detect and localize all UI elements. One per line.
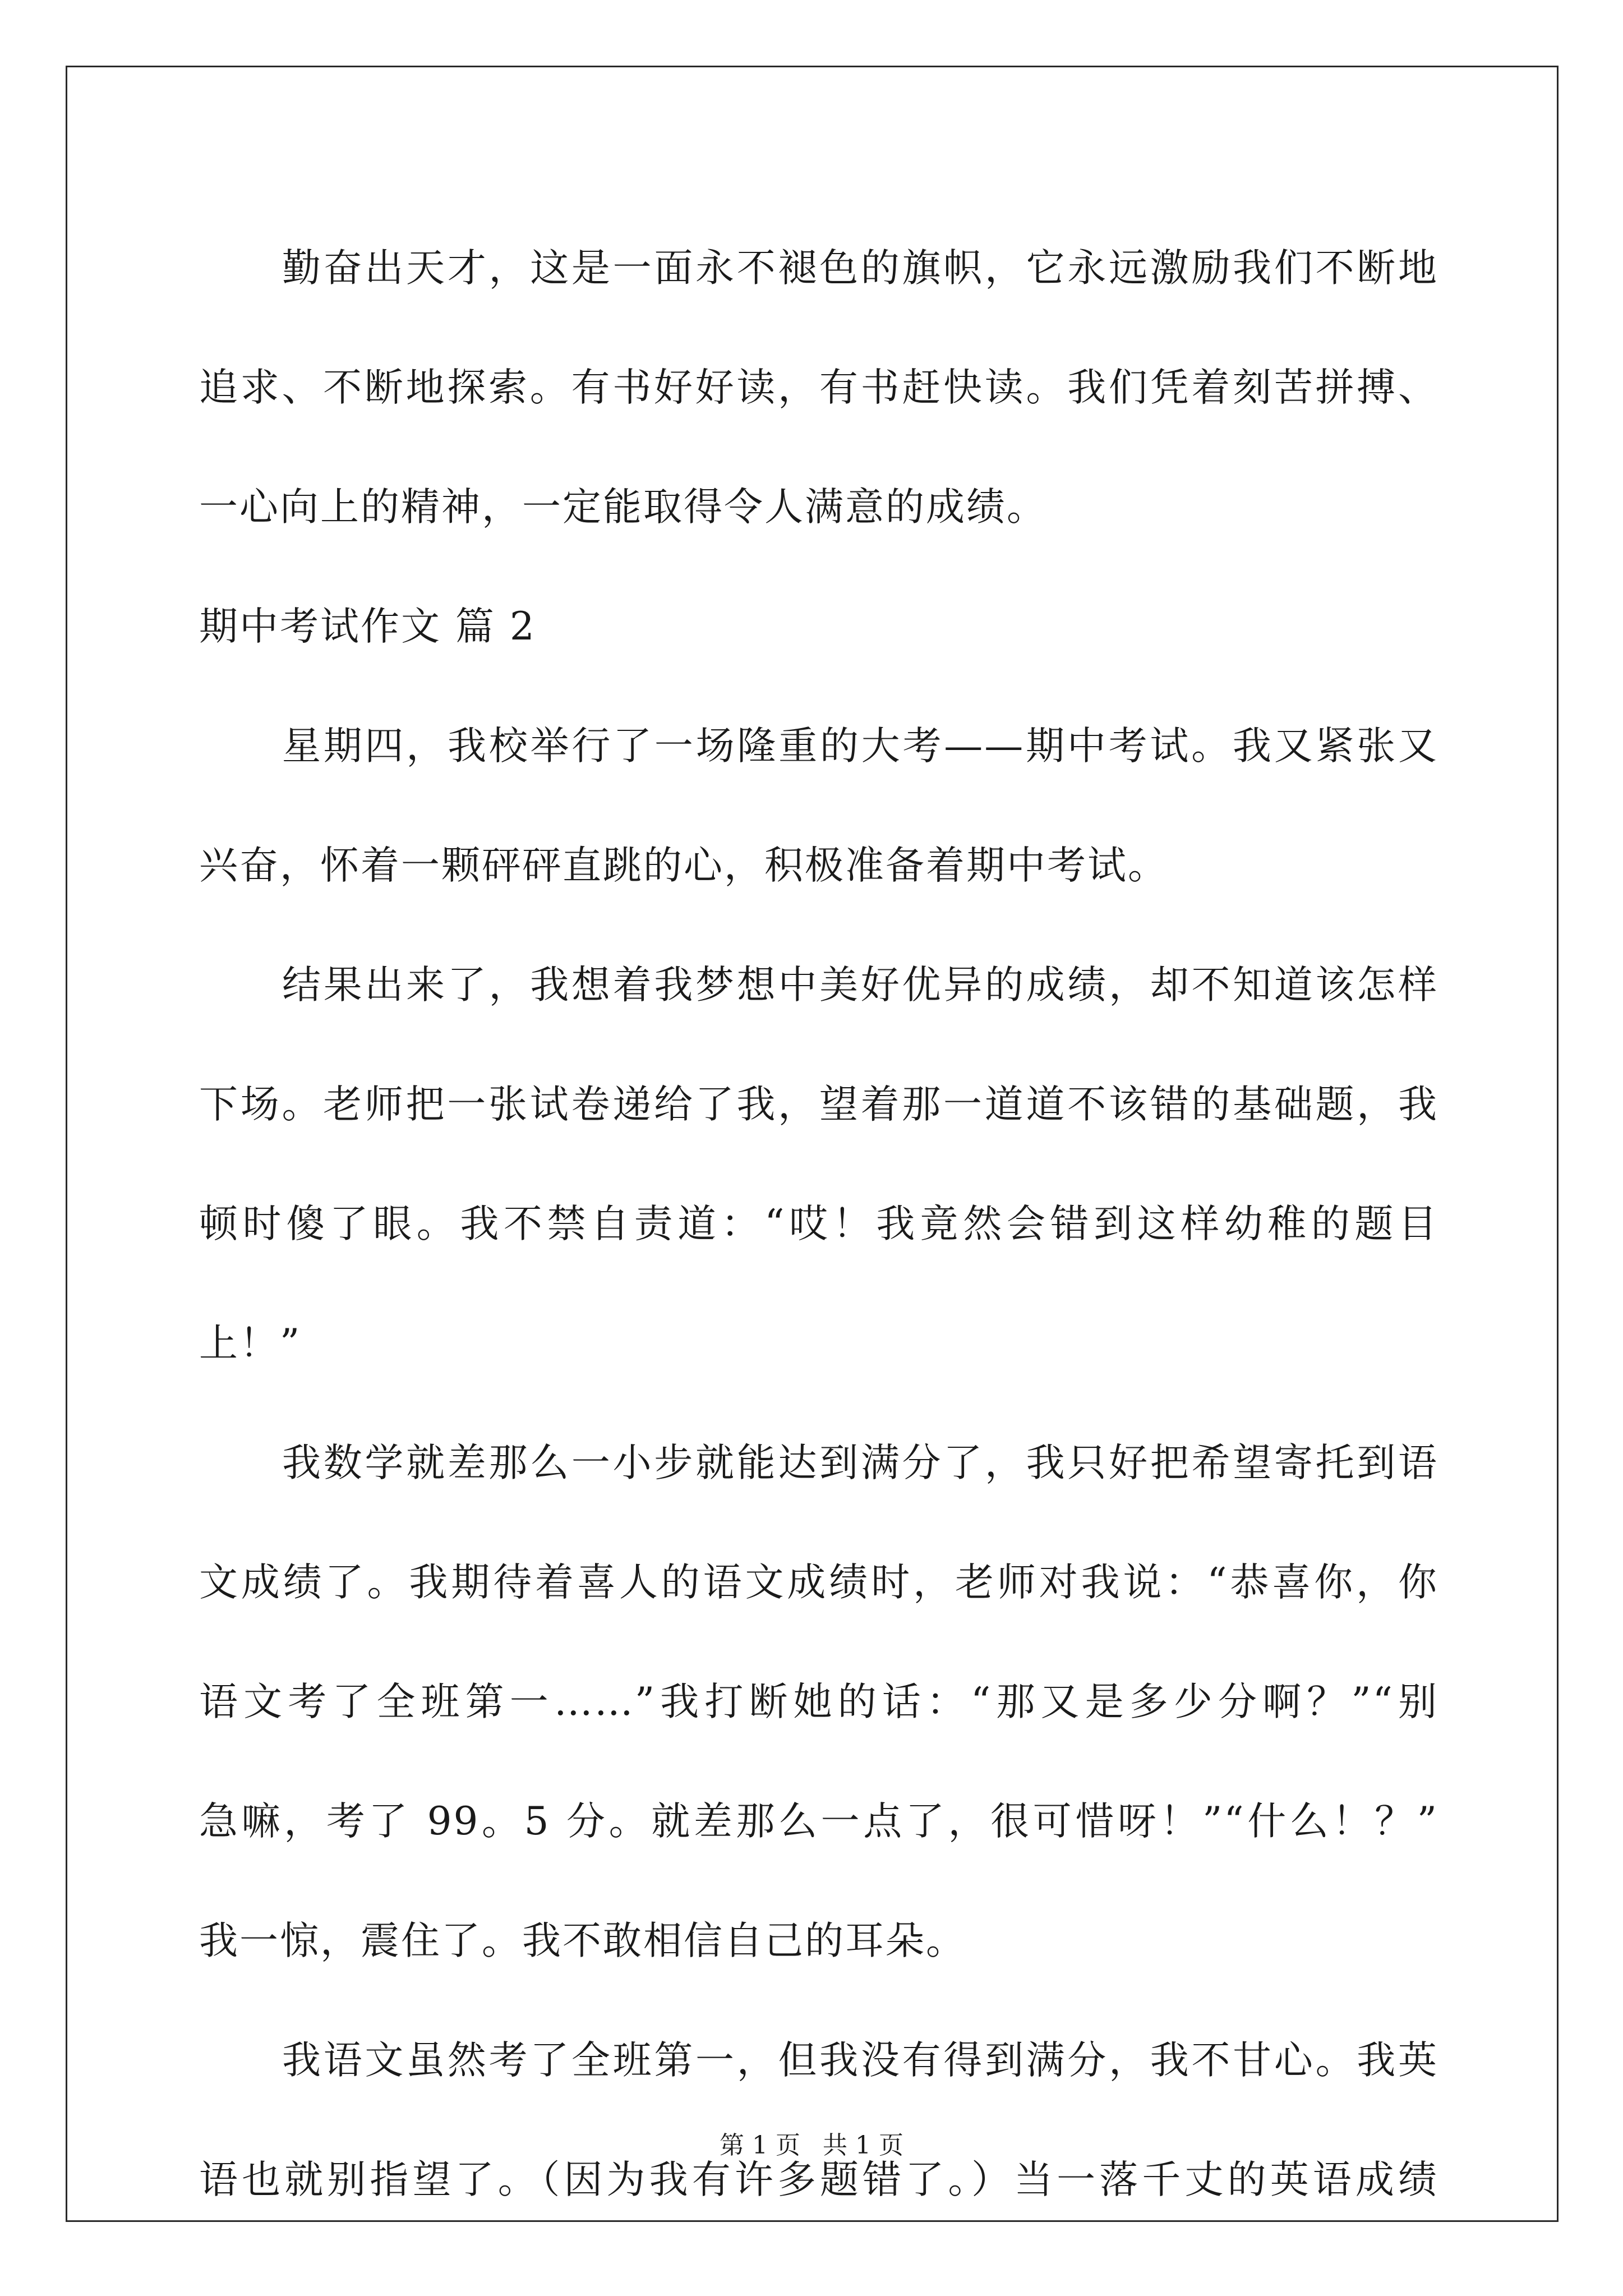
paragraph-line: 追求、不断地探索。有书好好读，有书赶快读。我们凭着刻苦拼搏、 (199, 365, 1438, 410)
document-body (199, 209, 1438, 2240)
paragraph-line: 上！” (199, 1321, 302, 1366)
paragraph-line: 文成绩了。我期待着喜人的语文成绩时，老师对我说：“恭喜你，你 (199, 1560, 1438, 1605)
paragraph-line: 一心向上的精神，一定能取得令人满意的成绩。 (199, 485, 1047, 530)
page-footer (0, 2129, 1623, 2162)
paragraph-line: 语文考了全班第一……”我打断她的话：“那又是多少分啊？”“别 (199, 1680, 1438, 1724)
paragraph-4 (199, 1404, 1438, 2001)
page-total: 共 1 页 (823, 2131, 903, 2160)
paragraph-line: 兴奋，怀着一颗砰砰直跳的心，积极准备着期中考试。 (199, 843, 1168, 888)
paragraph-line: 语也就别指望了。（因为我有许多题错了。）当一落千丈的英语成绩 (199, 2157, 1438, 2202)
paragraph-line: 顿时傻了眼。我不禁自责道：“哎！我竟然会错到这样幼稚的题目 (199, 1202, 1438, 1246)
paragraph-line: 我一惊，震住了。我不敢相信自己的耳朵。 (199, 1918, 966, 1963)
section-heading: 期中考试作文 篇 2 (199, 604, 536, 649)
paragraph-line: 急嘛，考了 99。5 分。就差那么一点了，很可惜呀！”“什么！？” (199, 1799, 1438, 1844)
paragraph-line: 勤奋出天才，这是一面永不褪色的旗帜，它永远激励我们不断地 (282, 246, 1438, 291)
page-number: 第 1 页 (720, 2131, 800, 2160)
paragraph-line: 下场。老师把一张试卷递给了我，望着那一道道不该错的基础题，我 (199, 1082, 1438, 1127)
paragraph-5 (199, 2001, 1438, 2240)
paragraph-line: 我语文虽然考了全班第一，但我没有得到满分，我不甘心。我英 (282, 2038, 1438, 2083)
paragraph-line: 我数学就差那么一小步就能达到满分了，我只好把希望寄托到语 (282, 1441, 1438, 1485)
paragraph-line: 结果出来了，我想着我梦想中美好优异的成绩，却不知道该怎样 (282, 963, 1438, 1007)
paragraph-line: 星期四，我校举行了一场隆重的大考——期中考试。我又紧张又 (282, 724, 1438, 769)
paragraph-2 (199, 687, 1438, 926)
paragraph-3 (199, 926, 1438, 1404)
paragraph-1 (199, 209, 1438, 567)
